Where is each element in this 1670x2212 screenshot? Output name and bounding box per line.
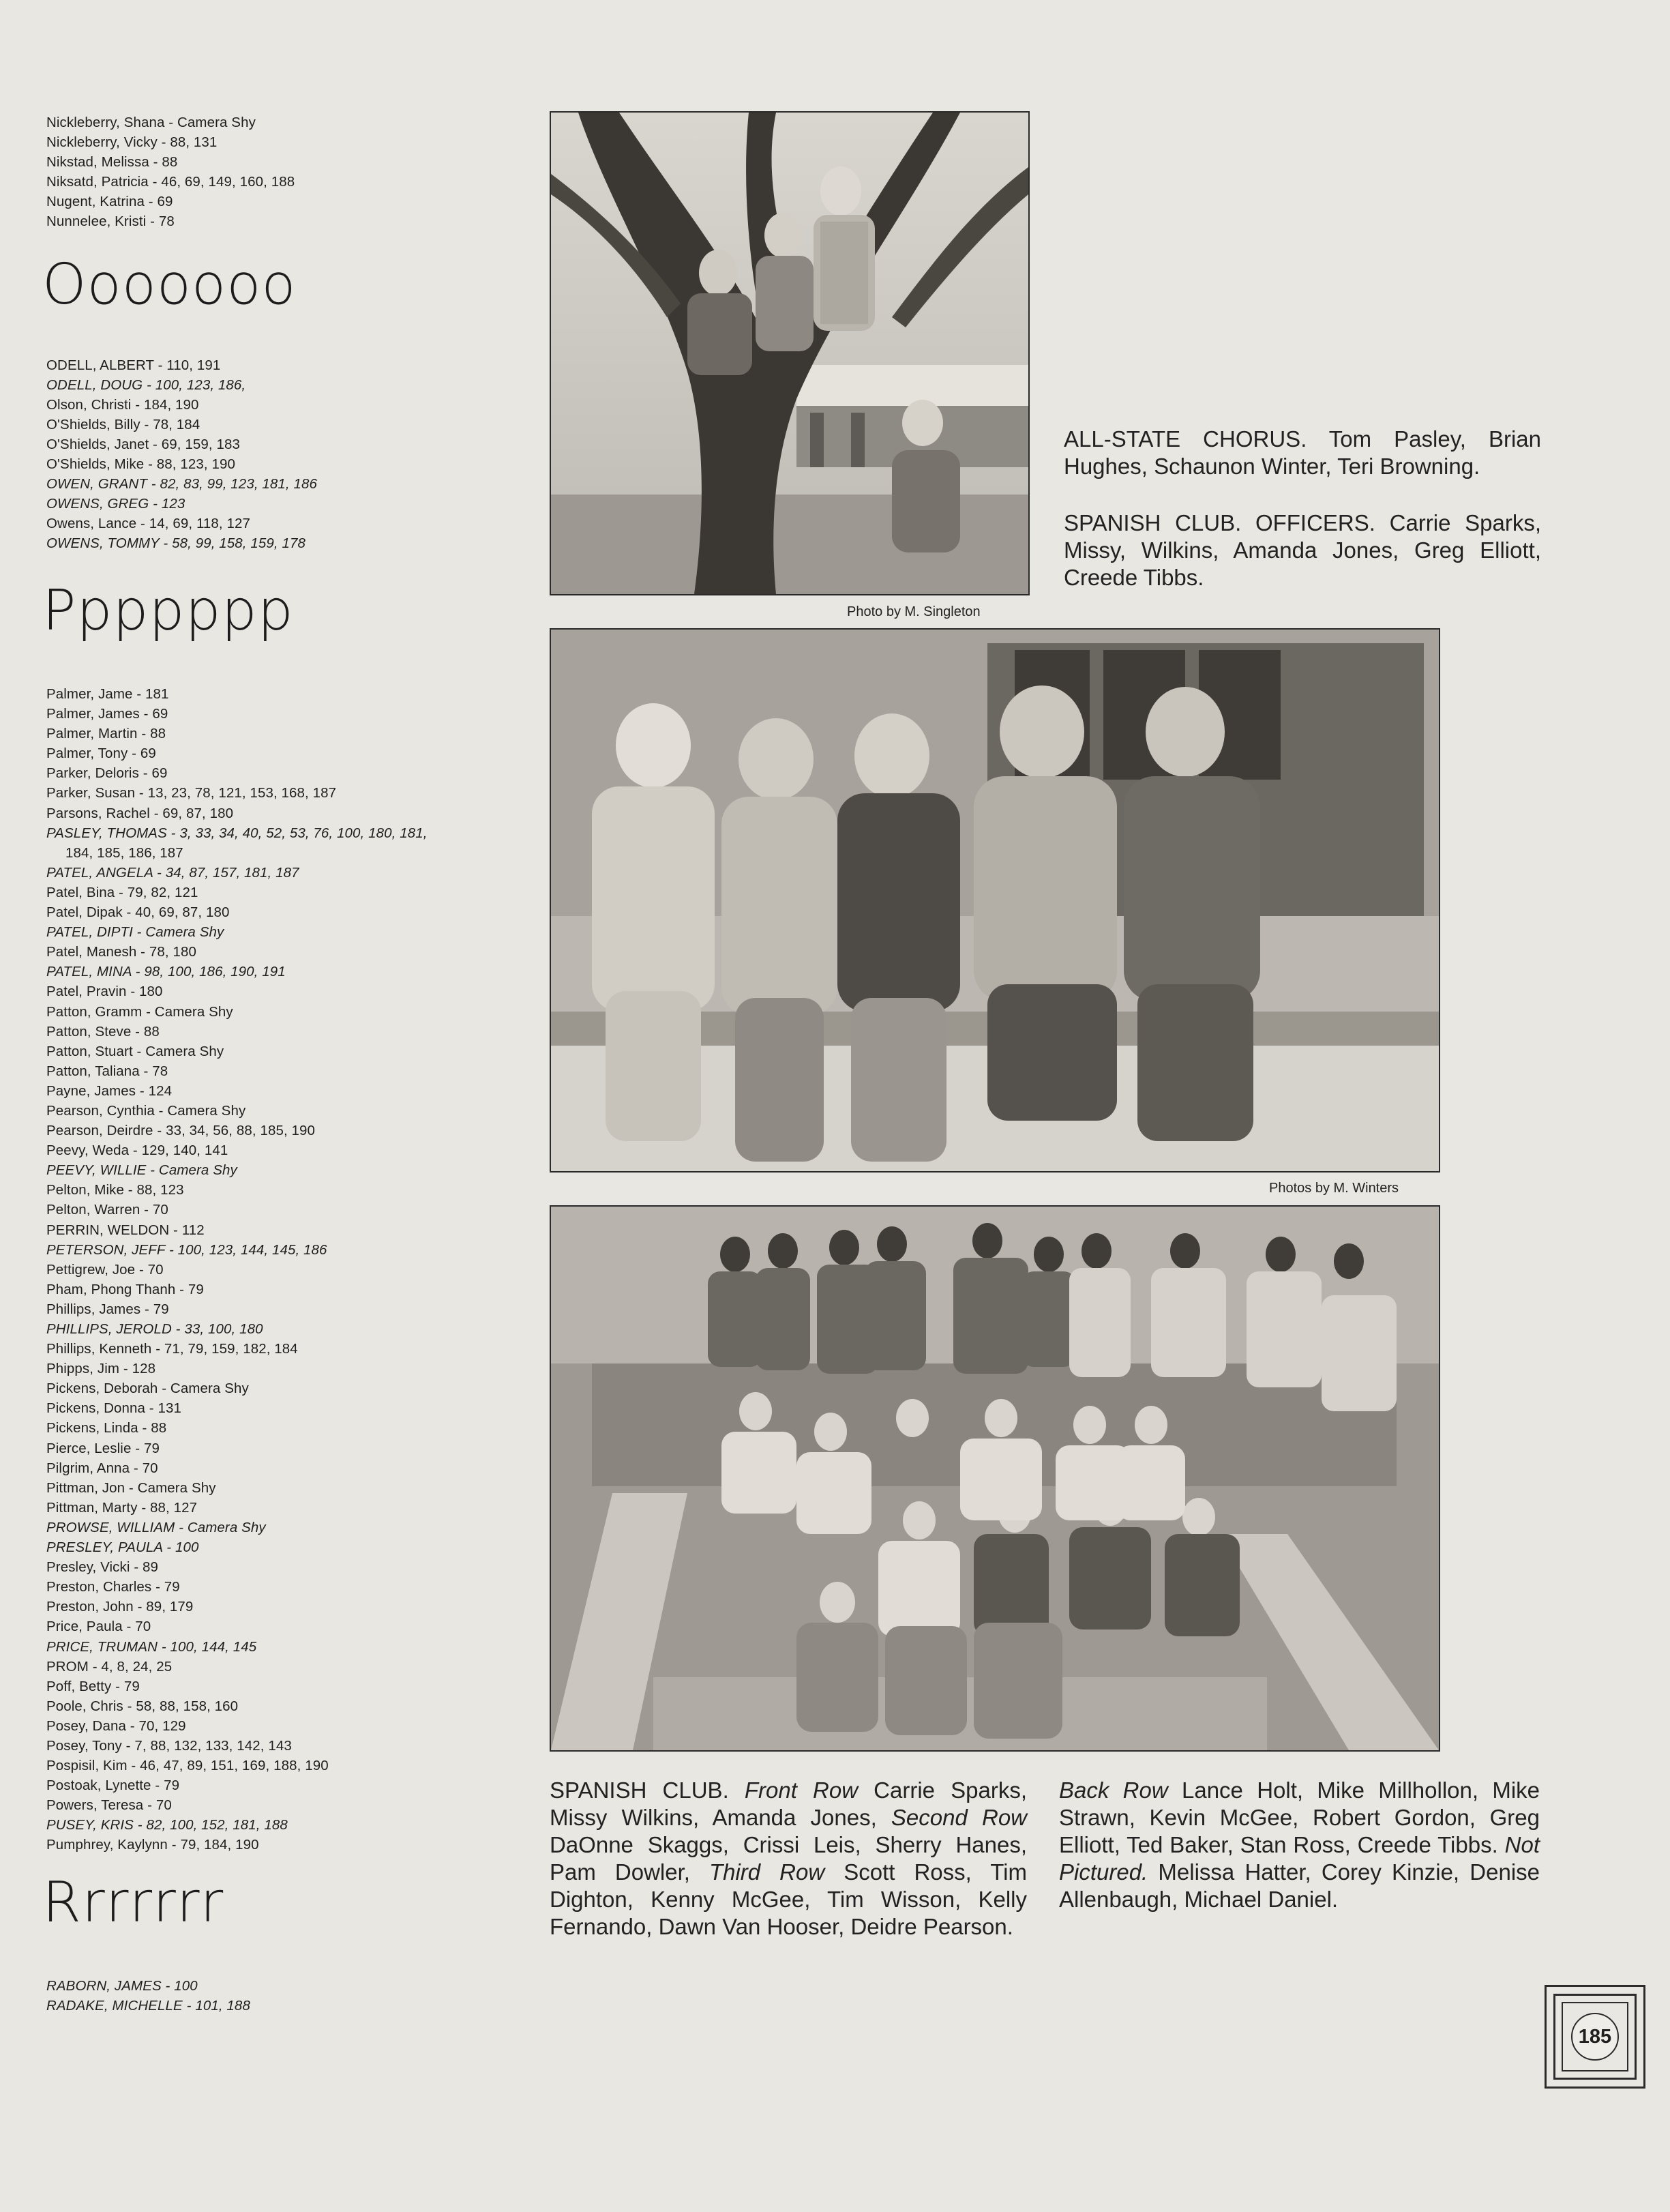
index-p-entry: Pickens, Deborah - Camera Shy bbox=[46, 1381, 249, 1397]
index-p-entry: Parker, Deloris - 69 bbox=[46, 765, 168, 782]
photo-spanish-club-group bbox=[550, 1205, 1440, 1752]
index-o-entry: Olson, Christi - 184, 190 bbox=[46, 397, 199, 413]
index-p-entry: Peevy, Weda - 129, 140, 141 bbox=[46, 1142, 228, 1159]
index-p-entry: Preston, Charles - 79 bbox=[46, 1579, 180, 1595]
p-heading: Ppppppp bbox=[42, 578, 294, 643]
index-n-entry: Nikstad, Melissa - 88 bbox=[46, 154, 178, 170]
index-p-entry: PEEVY, WILLIE - Camera Shy bbox=[46, 1162, 237, 1179]
index-p-entry: Phillips, James - 79 bbox=[46, 1301, 169, 1317]
index-p-entry: Palmer, Tony - 69 bbox=[46, 746, 156, 762]
index-n-entry: Nugent, Katrina - 69 bbox=[46, 194, 173, 209]
index-p-entry: PHILLIPS, JEROLD - 33, 100, 180 bbox=[46, 1321, 263, 1337]
second-row-label: Second Row bbox=[891, 1805, 1028, 1830]
index-o-entry: Owens, Lance - 14, 69, 118, 127 bbox=[46, 516, 251, 531]
photo-all-state-chorus bbox=[550, 111, 1030, 595]
index-p-entry: Pierce, Leslie - 79 bbox=[46, 1440, 160, 1456]
index-p-entry: Phipps, Jim - 128 bbox=[46, 1361, 156, 1377]
index-p-entry: Palmer, Jame - 181 bbox=[46, 686, 169, 702]
index-p-entry: Patel, Manesh - 78, 180 bbox=[46, 944, 196, 960]
index-p-entry: PASLEY, THOMAS - 3, 33, 34, 40, 52, 53, 76, 100, 180, 181, bbox=[46, 825, 428, 841]
index-o-entry: O'Shields, Mike - 88, 123, 190 bbox=[46, 456, 235, 472]
index-p-entry: Phillips, Kenneth - 71, 79, 159, 182, 184 bbox=[46, 1341, 298, 1357]
index-p-entry: Presley, Vicki - 89 bbox=[46, 1559, 159, 1576]
index-p-entry: Powers, Teresa - 70 bbox=[46, 1797, 172, 1814]
index-p-entry: PRICE, TRUMAN - 100, 144, 145 bbox=[46, 1638, 257, 1655]
index-p-entry: Pelton, Warren - 70 bbox=[46, 1202, 168, 1218]
index-p-entry: Pearson, Deirdre - 33, 34, 56, 88, 185, 190 bbox=[46, 1123, 316, 1139]
index-n-entries bbox=[46, 113, 295, 231]
index-p-entry: Patton, Gramm - Camera Shy bbox=[46, 1003, 233, 1020]
index-p-entry: Parsons, Rachel - 69, 87, 180 bbox=[46, 805, 234, 821]
index-o-entry: OWEN, GRANT - 82, 83, 99, 123, 181, 186 bbox=[46, 476, 318, 492]
index-o-entries bbox=[46, 355, 317, 553]
index-p-entry: PETERSON, JEFF - 100, 123, 144, 145, 186 bbox=[46, 1241, 327, 1258]
index-p-entry: Posey, Tony - 7, 88, 132, 133, 142, 143 bbox=[46, 1737, 292, 1754]
front-row-names: Carrie Sparks, Missy Wilkins, Amanda Jones, bbox=[550, 1778, 1027, 1830]
index-p-entry: Pham, Phong Thanh - 79 bbox=[46, 1281, 204, 1297]
index-p-entry: Patel, Bina - 79, 82, 121 bbox=[46, 884, 198, 900]
index-n-entry: Nickleberry, Shana - Camera Shy bbox=[46, 115, 256, 130]
not-pictured-label: Not Pictured. bbox=[1059, 1832, 1540, 1885]
third-row-names: Scott Ross, Tim Dighton, Kenny McGee, Tim Wisson, Kelly Fernando, Dawn Van Hooser, Deidre Pearson. bbox=[550, 1859, 1027, 1939]
index-p-entry: Pelton, Mike - 88, 123 bbox=[46, 1182, 184, 1198]
page-number-box bbox=[1545, 1985, 1645, 2089]
index-p-entry: Pumphrey, Kaylynn - 79, 184, 190 bbox=[46, 1837, 259, 1853]
index-p-entry: PROWSE, WILLIAM - Camera Shy bbox=[46, 1519, 266, 1535]
index-p-entry: Patel, Dipak - 40, 69, 87, 180 bbox=[46, 904, 230, 921]
index-p-entry: Pickens, Linda - 88 bbox=[46, 1420, 167, 1436]
index-p-entry: Pittman, Jon - Camera Shy bbox=[46, 1479, 216, 1496]
index-p-entry: Poff, Betty - 79 bbox=[46, 1678, 140, 1694]
index-n-entry: Nunnelee, Kristi - 78 bbox=[46, 213, 175, 229]
index-p-entry: Preston, John - 89, 179 bbox=[46, 1599, 194, 1615]
index-o-entry: O'Shields, Billy - 78, 184 bbox=[46, 417, 200, 432]
third-row-label: Third Row bbox=[709, 1859, 825, 1885]
index-p-entry: PERRIN, WELDON - 112 bbox=[46, 1222, 205, 1238]
page-number: 185 bbox=[1571, 2013, 1619, 2061]
not-pictured-names: Melissa Hatter, Corey Kinzie, Denise Allenbaugh, Michael Daniel. bbox=[1059, 1859, 1540, 1912]
caption-lead: SPANISH CLUB. bbox=[550, 1778, 729, 1803]
index-p-entry: Patton, Steve - 88 bbox=[46, 1023, 160, 1039]
index-p-entry: Palmer, James - 69 bbox=[46, 706, 168, 722]
index-p-entry: PRESLEY, PAULA - 100 bbox=[46, 1539, 199, 1556]
index-p-entry: Pettigrew, Joe - 70 bbox=[46, 1261, 164, 1278]
photo-credit-winters: Photos by M. Winters bbox=[1269, 1181, 1399, 1196]
back-row-label: Back Row bbox=[1059, 1778, 1168, 1803]
index-o-entry: ODELL, ALBERT - 110, 191 bbox=[46, 357, 221, 373]
caption-spanish-club-officers: SPANISH CLUB. OFFICERS. Carrie Sparks, Missy, Wilkins, Amanda Jones, Greg Elliott, Creede Tibbs. bbox=[1064, 510, 1541, 590]
index-p-entry: Palmer, Martin - 88 bbox=[46, 726, 166, 742]
index-o-entry: ODELL, DOUG - 100, 123, 186, bbox=[46, 377, 246, 393]
index-p-entry: Patel, Pravin - 180 bbox=[46, 984, 163, 1000]
index-n-entry: Nickleberry, Vicky - 88, 131 bbox=[46, 134, 218, 150]
index-p-entry: Pearson, Cynthia - Camera Shy bbox=[46, 1102, 246, 1119]
index-p-entry: Pittman, Marty - 88, 127 bbox=[46, 1499, 198, 1516]
photo-credit-singleton: Photo by M. Singleton bbox=[847, 604, 981, 619]
index-o-entry: OWENS, GREG - 123 bbox=[46, 496, 185, 512]
index-p-entry: Pospisil, Kim - 46, 47, 89, 151, 169, 188, 190 bbox=[46, 1758, 329, 1774]
index-p-entry: PATEL, MINA - 98, 100, 186, 190, 191 bbox=[46, 964, 286, 980]
index-p-entry: Payne, James - 124 bbox=[46, 1082, 173, 1099]
index-p-entry: PUSEY, KRIS - 82, 100, 152, 181, 188 bbox=[46, 1817, 288, 1833]
index-o-entry: OWENS, TOMMY - 58, 99, 158, 159, 178 bbox=[46, 535, 305, 551]
o-heading: Ooooooo bbox=[42, 252, 297, 317]
index-n-entry: Niksatd, Patricia - 46, 69, 149, 160, 188 bbox=[46, 174, 295, 190]
index-p-entry: PROM - 4, 8, 24, 25 bbox=[46, 1658, 173, 1675]
photo-spanish-club-officers bbox=[550, 628, 1440, 1173]
index-p-entry: Pilgrim, Anna - 70 bbox=[46, 1460, 158, 1476]
index-r-entry: RADAKE, MICHELLE - 101, 188 bbox=[46, 1998, 250, 2014]
r-heading: Rrrrrrr bbox=[42, 1870, 224, 1935]
index-r-entries bbox=[46, 1976, 250, 2016]
index-o-entry: O'Shields, Janet - 69, 159, 183 bbox=[46, 437, 240, 452]
index-p-entry: Parker, Susan - 13, 23, 78, 121, 153, 168, 187 bbox=[46, 785, 337, 801]
index-p-entry: Pickens, Donna - 131 bbox=[46, 1400, 182, 1417]
second-row-names: DaOnne Skaggs, Crissi Leis, Sherry Hanes, Pam Dowler, bbox=[550, 1832, 1027, 1885]
index-r-entry: RABORN, JAMES - 100 bbox=[46, 1978, 198, 1994]
index-p-entry: PATEL, ANGELA - 34, 87, 157, 181, 187 bbox=[46, 864, 299, 881]
back-row-names: Lance Holt, Mike Millhollon, Mike Strawn, Kevin McGee, Robert Gordon, Greg Elliott, Ted Baker, Stan Ross, Creede Tibbs. bbox=[1059, 1778, 1540, 1857]
index-p-entry: Price, Paula - 70 bbox=[46, 1619, 151, 1635]
front-row-label: Front Row bbox=[744, 1778, 859, 1803]
caption-spanish-club-right bbox=[1059, 1777, 1540, 1913]
index-p-entries bbox=[46, 684, 428, 1855]
index-p-entry: 184, 185, 186, 187 bbox=[65, 844, 183, 861]
index-p-entry: Patton, Stuart - Camera Shy bbox=[46, 1043, 224, 1059]
caption-all-state-chorus: ALL-STATE CHORUS. Tom Pasley, Brian Hughes, Schaunon Winter, Teri Browning. bbox=[1064, 426, 1541, 479]
index-p-entry: Poole, Chris - 58, 88, 158, 160 bbox=[46, 1698, 239, 1714]
index-p-entry: Postoak, Lynette - 79 bbox=[46, 1778, 180, 1794]
index-p-entry: Patton, Taliana - 78 bbox=[46, 1063, 168, 1079]
index-p-entry: PATEL, DIPTI - Camera Shy bbox=[46, 924, 224, 941]
caption-spanish-club-left bbox=[550, 1777, 1027, 1941]
index-p-entry: Posey, Dana - 70, 129 bbox=[46, 1717, 186, 1734]
